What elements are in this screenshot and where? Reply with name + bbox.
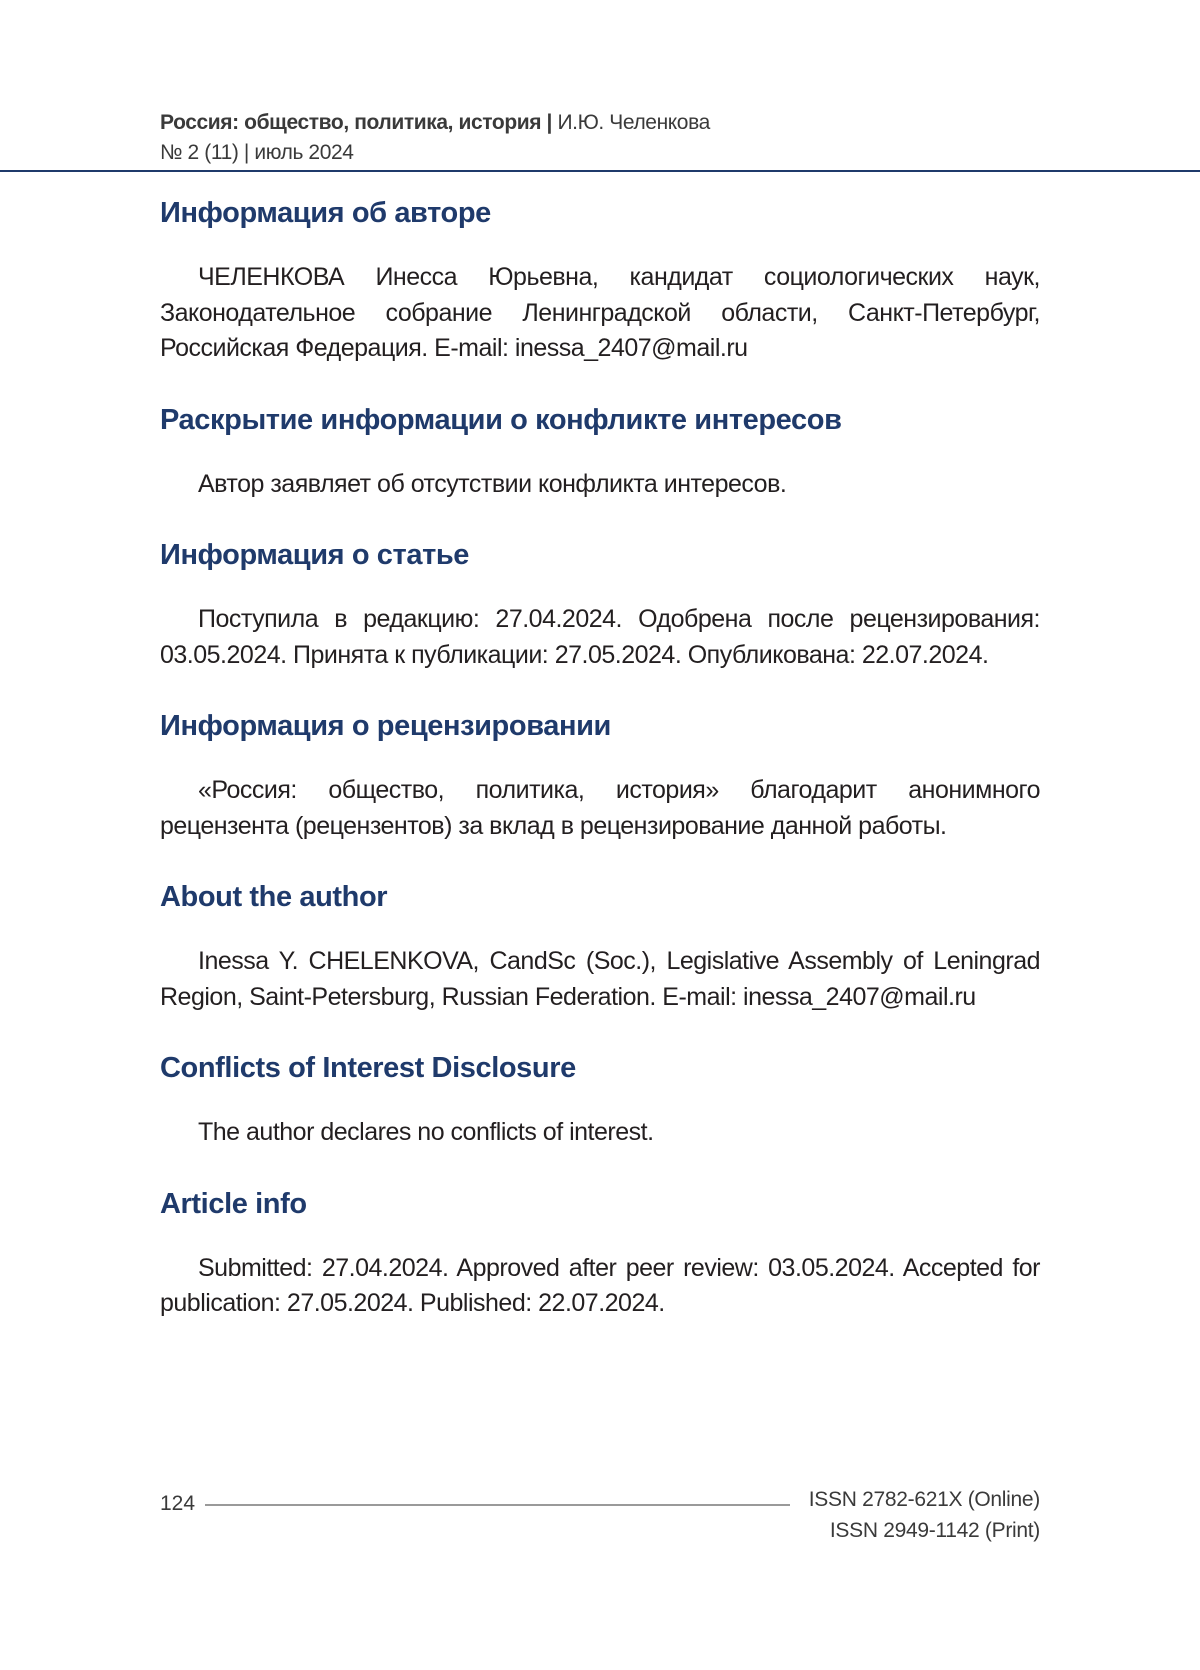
section-title: Информация о статье	[160, 539, 470, 571]
issue-info: № 2 (11) | июль 2024	[160, 141, 354, 164]
issn-online: ISSN 2782-621X (Online)	[808, 1488, 1040, 1511]
section-title: Article info	[160, 1187, 307, 1220]
journal-title: Россия: общество, политика, история |	[160, 111, 553, 134]
section-title: About the author	[160, 881, 388, 913]
section-title: Информация о рецензировании	[160, 710, 611, 742]
section-title: Раскрытие информации о конфликте интересов	[160, 403, 842, 436]
journal-line	[160, 108, 710, 138]
page-number: 124	[160, 1492, 196, 1515]
author-info-ru-section	[160, 188, 1040, 367]
section-body: Автор заявляет об отсутствии конфликта интересов.	[198, 469, 787, 498]
author-info-en-section	[160, 872, 1040, 1015]
issn-block	[809, 1484, 1040, 1546]
article-info-en-section	[160, 1179, 1040, 1322]
conflict-disclosure-en-section	[160, 1043, 1040, 1151]
header-divider	[0, 170, 1200, 172]
article-metadata	[160, 188, 1040, 1350]
section-title: Информация об авторе	[160, 197, 491, 229]
section-title: Conflicts of Interest Disclosure	[160, 1052, 576, 1084]
section-body: Inessa Y. CHELENKOVA, CandSc (Soc.), Legislative Assembly of Leningrad Region, Saint-Petersburg, Russian Federation. E-mail: inessa_2407@mail.ru	[160, 947, 1040, 1011]
running-header	[160, 108, 710, 168]
review-info-ru-section	[160, 701, 1040, 844]
section-body: The author declares no conflicts of interest.	[198, 1118, 654, 1146]
issn-print: ISSN 2949-1142 (Print)	[829, 1519, 1040, 1542]
article-author: И.Ю. Челенкова	[557, 111, 710, 134]
section-body: Submitted: 27.04.2024. Approved after peer review: 03.05.2024. Accepted for publication: 27.05.2024. Published: 22.07.2024.	[160, 1253, 1040, 1317]
page-footer	[160, 1488, 1040, 1548]
footer-divider	[205, 1504, 790, 1506]
section-body: «Россия: общество, политика, история» благодарит анонимного рецензента (рецензентов) за вклад в рецензирование данной работы.	[160, 776, 1040, 840]
section-body: ЧЕЛЕНКОВА Инесса Юрьевна, кандидат социологических наук, Законодательное собрание Ленинградской области, Санкт-Петербург, Российская Федерация. E-mail: inessa_2407@mail.ru	[160, 263, 1040, 362]
section-body: Поступила в редакцию: 27.04.2024. Одобрена после рецензирования: 03.05.2024. Принята к публикации: 27.05.2024. Опубликована: 22.07.2024.	[160, 605, 1040, 669]
article-info-ru-section	[160, 530, 1040, 673]
conflict-disclosure-ru-section	[160, 395, 1040, 503]
